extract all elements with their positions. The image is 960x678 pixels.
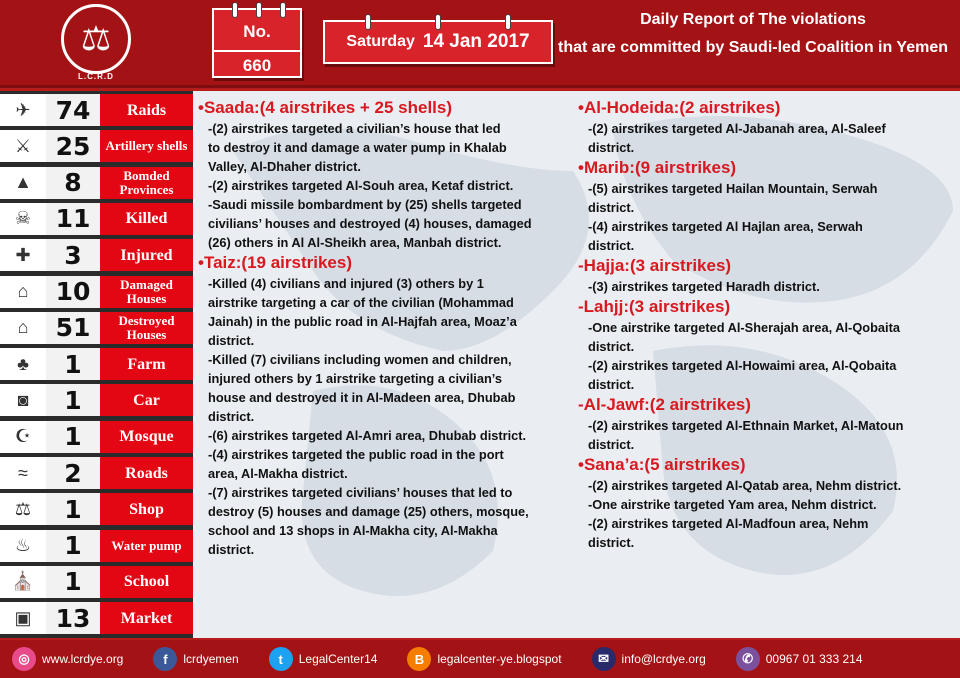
section-item: Valley, Al-Dhaher district. xyxy=(208,159,361,174)
stat-label: Mosque xyxy=(100,421,193,453)
report-number-box xyxy=(212,8,302,78)
stat-value: 2 xyxy=(46,457,100,489)
artillery-icon: ⚔ xyxy=(0,130,46,162)
stat-row xyxy=(0,566,193,598)
stat-label: Car xyxy=(100,384,193,416)
damaged-house-icon: ⌂ xyxy=(0,276,46,308)
stat-value: 10 xyxy=(46,276,100,308)
stat-value: 3 xyxy=(46,239,100,271)
section-item: district. xyxy=(208,409,255,424)
section-item: -Killed (7) civilians including women and children, xyxy=(208,352,512,367)
footer-contact-text: info@lcrdye.org xyxy=(621,652,706,666)
report-content xyxy=(193,91,960,638)
stat-row xyxy=(0,421,193,453)
stat-value: 13 xyxy=(46,602,100,634)
section-item: -(2) airstrikes targeted Al-Ethnain Market, Al-Matoun xyxy=(588,418,904,433)
report-number-label: No. xyxy=(243,22,271,41)
stat-label: Shop xyxy=(100,493,193,525)
section-item: district. xyxy=(588,339,635,354)
map-icon: ▲ xyxy=(0,167,46,199)
footer-contact[interactable] xyxy=(153,647,238,671)
section-title: •Marib:(9 airstrikes) xyxy=(578,158,737,177)
stat-row xyxy=(0,130,193,162)
destroyed-house-icon: ⌂ xyxy=(0,312,46,344)
section-item: house and destroyed it in Al-Madeen area, Dhubab xyxy=(208,390,516,405)
viber-icon: ✆ xyxy=(736,647,760,671)
section-item: -(3) airstrikes targeted Haradh district. xyxy=(588,279,820,294)
footer-contact-text: 00967 01 333 214 xyxy=(765,652,863,666)
stat-value: 8 xyxy=(46,167,100,199)
stat-label: Damaged Houses xyxy=(100,276,193,308)
section-title: •Taiz:(19 airstrikes) xyxy=(198,253,352,272)
title-line-1: Daily Report of The violations xyxy=(640,11,866,28)
blogger-icon: B xyxy=(407,647,431,671)
section-item: civilians’ houses and destroyed (4) houses, damaged xyxy=(208,216,532,231)
stat-value: 1 xyxy=(46,530,100,562)
stat-label: Injured xyxy=(100,239,193,271)
footer xyxy=(0,640,960,678)
section-title: •Saada:(4 airstrikes + 25 shells) xyxy=(198,98,453,117)
section-title: •Al-Hodeida:(2 airstrikes) xyxy=(578,98,781,117)
warplane-icon: ✈ xyxy=(0,94,46,126)
section-item: district. xyxy=(588,535,635,550)
left-column xyxy=(198,97,578,559)
logo-abbreviation: L.C.R.D xyxy=(78,72,114,81)
logo xyxy=(50,4,142,84)
email-icon: ✉ xyxy=(592,647,616,671)
stat-row xyxy=(0,276,193,308)
section-item: -(2) airstrikes targeted Al-Qatab area, Nehm district. xyxy=(588,478,902,493)
section-item: -(4) airstrikes targeted the public road in the port xyxy=(208,447,504,462)
section-item: -(2) airstrikes targeted a civilian’s house that led xyxy=(208,121,501,136)
stat-label: Artillery shells xyxy=(100,130,193,162)
farm-icon: ♣ xyxy=(0,348,46,380)
section-item: -(7) airstrikes targeted civilians’ houses that led to xyxy=(208,485,513,500)
footer-contact-text: legalcenter-ye.blogspot xyxy=(437,652,562,666)
section-item: -(2) airstrikes targeted Al-Howaimi area, Al-Qobaita xyxy=(588,358,897,373)
facebook-icon: f xyxy=(153,647,177,671)
section-item: airstrike targeting a car of the civilian (Mohammad xyxy=(208,295,514,310)
report-day: Saturday xyxy=(346,33,415,50)
section-item: -One airstrike targeted Yam area, Nehm district. xyxy=(588,497,877,512)
header xyxy=(0,0,960,88)
section-title: -Lahjj:(3 airstrikes) xyxy=(578,297,731,316)
stat-row xyxy=(0,312,193,344)
section-item: -(4) airstrikes targeted Al Hajlan area, Serwah xyxy=(588,219,863,234)
footer-contact-text: lcrdyemen xyxy=(183,652,239,666)
section-title: -Al-Jawf:(2 airstrikes) xyxy=(578,395,751,414)
footer-contact[interactable] xyxy=(592,647,706,671)
section-title: •Sana’a:(5 airstrikes) xyxy=(578,455,746,474)
stat-value: 1 xyxy=(46,348,100,380)
section-item: school and 13 shops in Al-Makha city, Al-Makha xyxy=(208,523,498,538)
section-item: -(2) airstrikes targeted Al-Souh area, Ketaf district. xyxy=(208,178,514,193)
stat-row xyxy=(0,493,193,525)
section-item: -Saudi missile bombardment by (25) shells targeted xyxy=(208,197,522,212)
dribbble-icon: ◎ xyxy=(12,647,36,671)
section-item: area, Al-Makha district. xyxy=(208,466,348,481)
footer-contact[interactable] xyxy=(269,647,378,671)
stat-row xyxy=(0,167,193,199)
mosque-icon: ☪ xyxy=(0,421,46,453)
title-line-2: that are committed by Saudi-led Coalition in Yemen xyxy=(558,39,948,56)
section-item: district. xyxy=(588,238,635,253)
stat-label: Killed xyxy=(100,203,193,235)
stat-value: 1 xyxy=(46,384,100,416)
footer-contact-text: www.lcrdye.org xyxy=(42,652,124,666)
footer-contact[interactable] xyxy=(12,647,123,671)
section-item: district. xyxy=(208,333,255,348)
section-item: Jainah) in the public road in Al-Hajfah area, Moaz’a xyxy=(208,314,517,329)
stat-label: Destroyed Houses xyxy=(100,312,193,344)
section-item: district. xyxy=(588,437,635,452)
report-date: 14 Jan 2017 xyxy=(422,31,530,52)
stat-label: Market xyxy=(100,602,193,634)
section-item: -One airstrike targeted Al-Sherajah area, Al-Qobaita xyxy=(588,320,900,335)
section-item: -(6) airstrikes targeted Al-Amri area, Dhubab district. xyxy=(208,428,527,443)
section-item: injured others by 1 airstrike targeting a civilian’s xyxy=(208,371,502,386)
date-box xyxy=(323,20,553,64)
stat-row xyxy=(0,602,193,634)
section-item: district. xyxy=(588,377,635,392)
statistics-panel xyxy=(0,91,193,638)
stat-label: Raids xyxy=(100,94,193,126)
section-title: -Hajja:(3 airstrikes) xyxy=(578,256,732,275)
section-item: destroy (5) houses and damage (25) others, mosque, xyxy=(208,504,529,519)
right-column xyxy=(578,97,954,552)
stat-value: 51 xyxy=(46,312,100,344)
market-icon: ▣ xyxy=(0,602,46,634)
section-item: (26) others in Al Al-Sheikh area, Manbah district. xyxy=(208,235,502,250)
twitter-icon: t xyxy=(269,647,293,671)
injured-person-icon: ✚ xyxy=(0,239,46,271)
section-item: -(2) airstrikes targeted Al-Madfoun area, Nehm xyxy=(588,516,869,531)
stat-value: 1 xyxy=(46,493,100,525)
section-item: to destroy it and damage a water pump in Khalab xyxy=(208,140,507,155)
report-title xyxy=(556,6,950,62)
scales-icon: ⚖ xyxy=(61,4,131,74)
stat-value: 74 xyxy=(46,94,100,126)
section-item: -(2) airstrikes targeted Al-Jabanah area, Al-Saleef xyxy=(588,121,886,136)
stat-value: 25 xyxy=(46,130,100,162)
stat-label: Roads xyxy=(100,457,193,489)
report-number: 660 xyxy=(214,50,300,76)
stat-row xyxy=(0,457,193,489)
section-item: district. xyxy=(588,140,635,155)
stat-value: 1 xyxy=(46,566,100,598)
section-item: district. xyxy=(208,542,255,557)
footer-contact[interactable] xyxy=(407,647,561,671)
section-item: -Killed (4) civilians and injured (3) others by 1 xyxy=(208,276,484,291)
shop-icon: ⚖ xyxy=(0,493,46,525)
stat-row xyxy=(0,530,193,562)
stat-row xyxy=(0,239,193,271)
school-icon: ⛪ xyxy=(0,566,46,598)
stat-label: Bomded Provinces xyxy=(100,167,193,199)
stat-label: School xyxy=(100,566,193,598)
stat-row xyxy=(0,348,193,380)
section-item: district. xyxy=(588,200,635,215)
car-icon: ◙ xyxy=(0,384,46,416)
stat-value: 1 xyxy=(46,421,100,453)
stat-row xyxy=(0,203,193,235)
stat-label: Water pump xyxy=(100,530,193,562)
water-pump-icon: ♨ xyxy=(0,530,46,562)
stat-value: 11 xyxy=(46,203,100,235)
stat-row xyxy=(0,384,193,416)
section-item: -(5) airstrikes targeted Hailan Mountain, Serwah xyxy=(588,181,878,196)
killed-person-icon: ☠ xyxy=(0,203,46,235)
footer-contact-text: LegalCenter14 xyxy=(298,652,378,666)
road-icon: ≈ xyxy=(0,457,46,489)
stat-label: Farm xyxy=(100,348,193,380)
footer-contact[interactable] xyxy=(736,647,863,671)
stat-row xyxy=(0,94,193,126)
